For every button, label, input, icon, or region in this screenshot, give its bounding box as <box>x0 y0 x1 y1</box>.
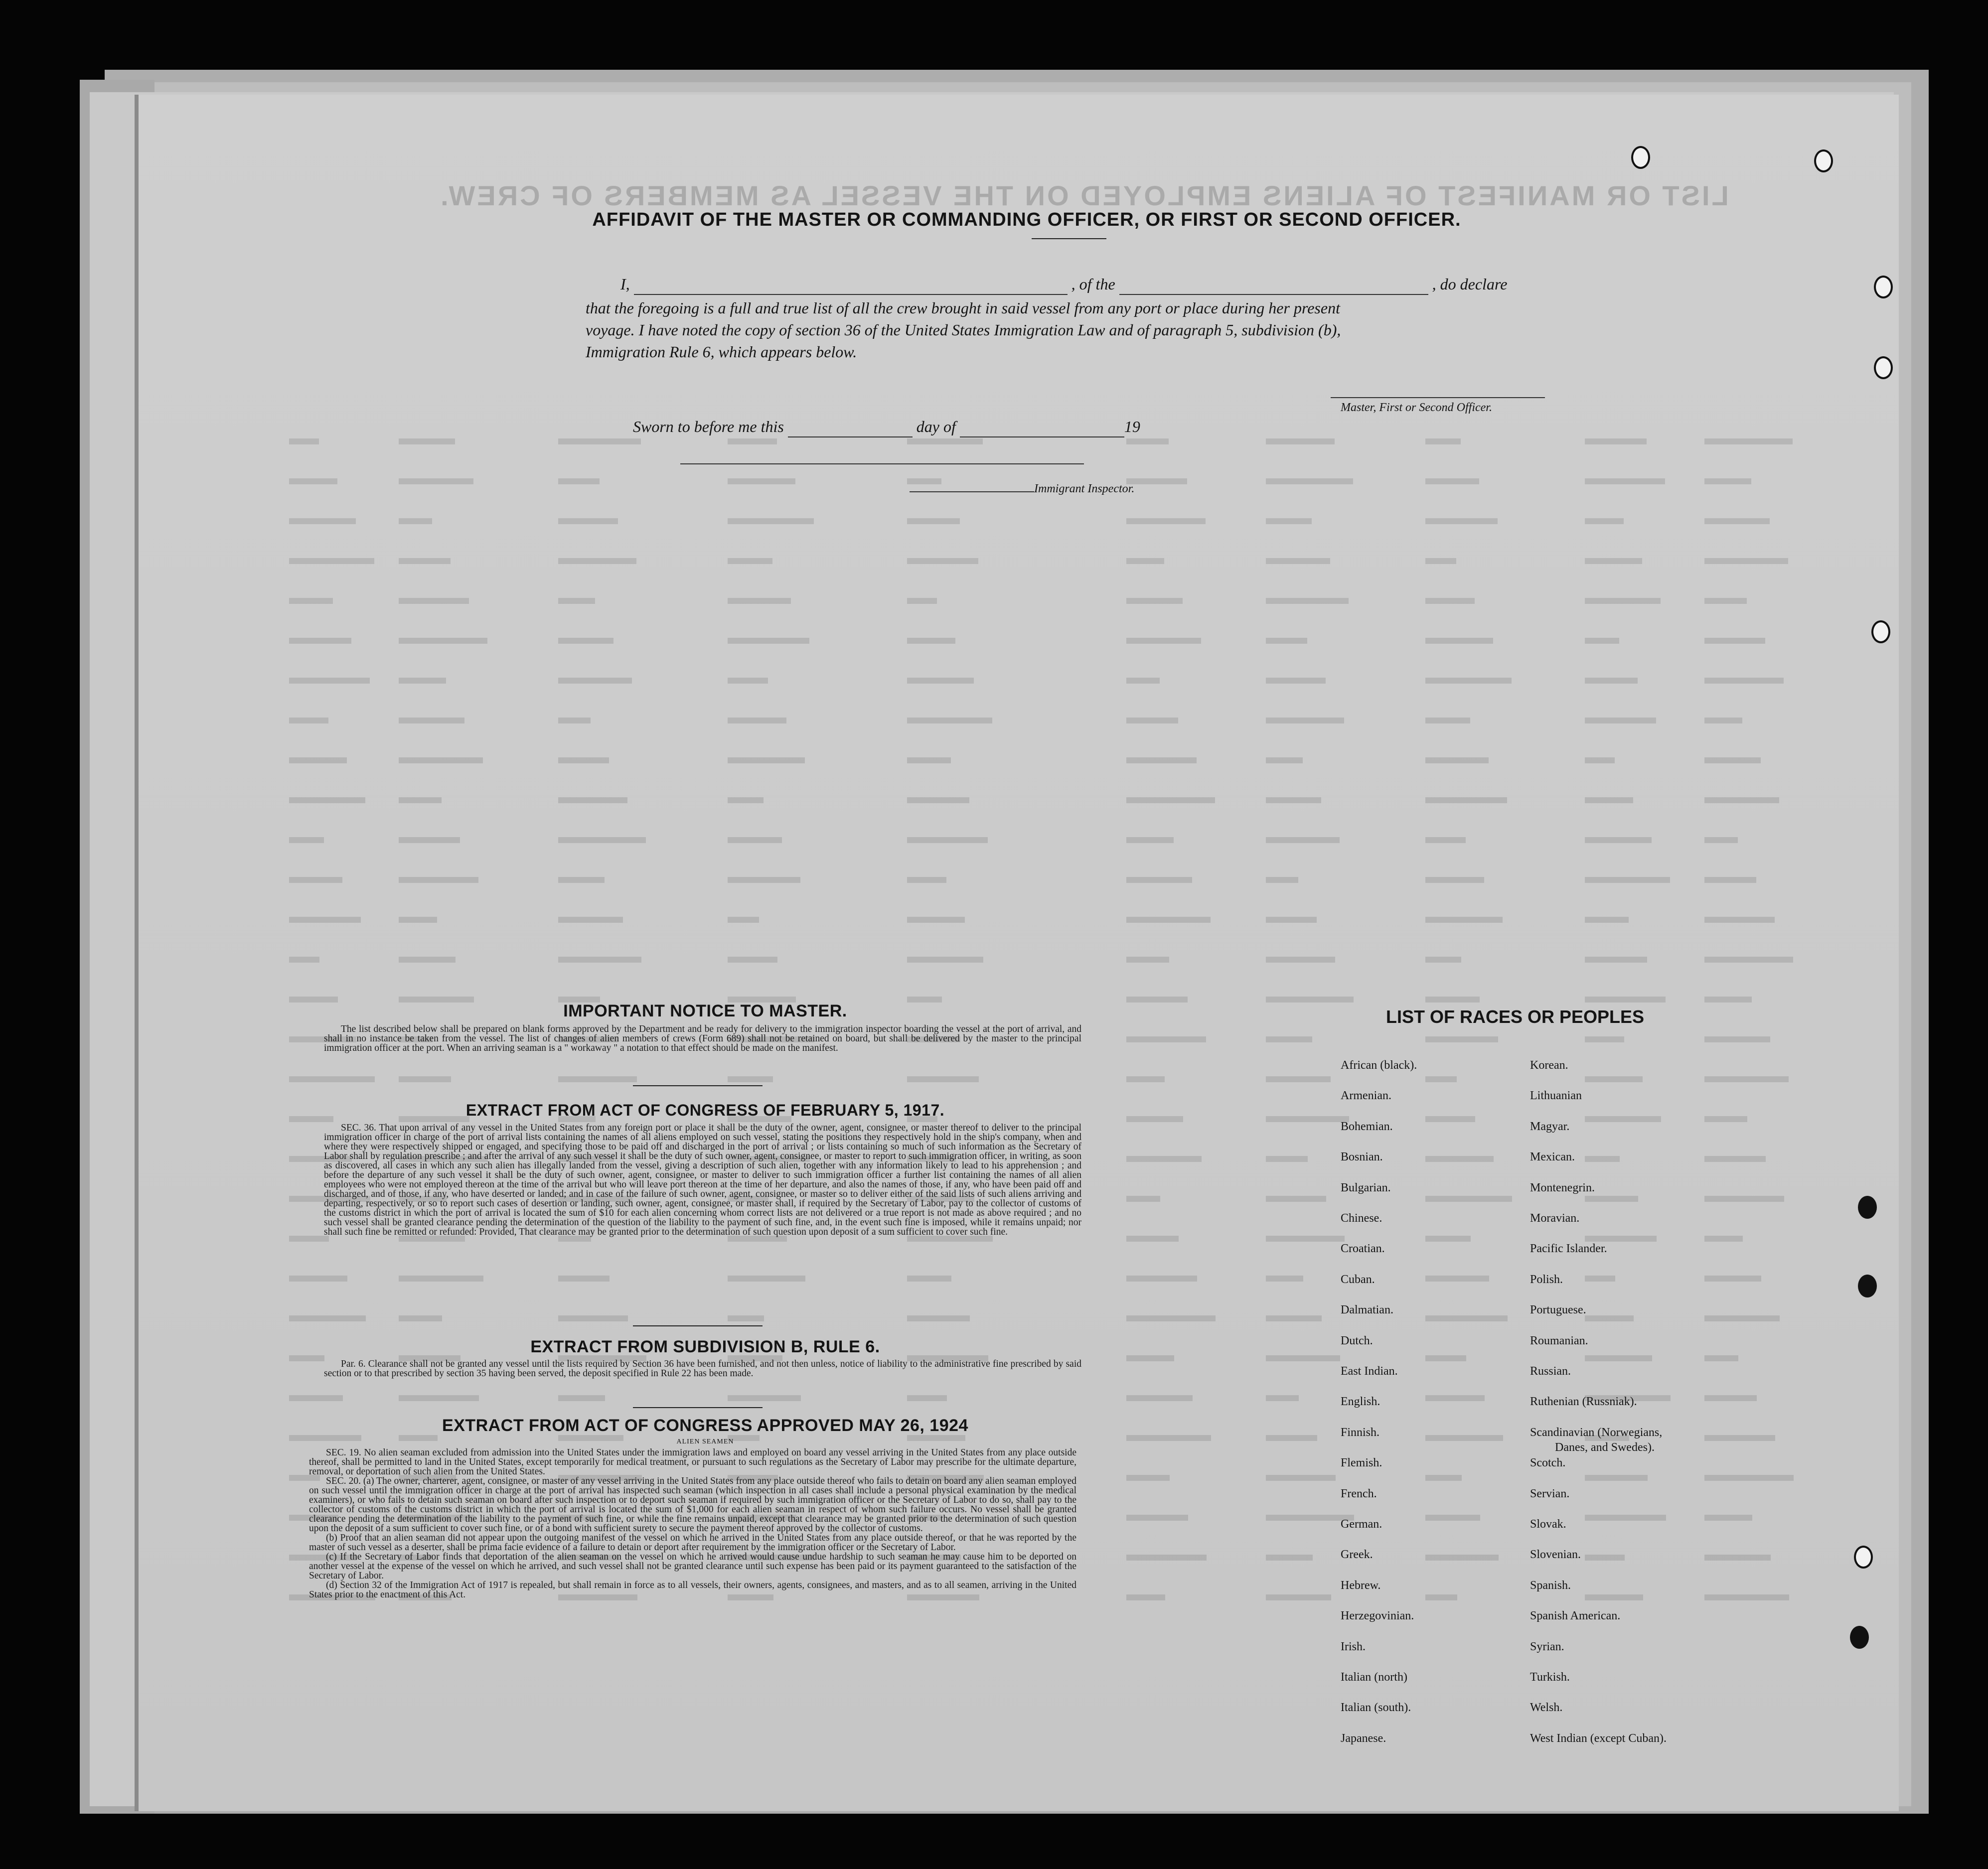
bleed-through-mark <box>558 1395 605 1401</box>
bleed-through-mark <box>289 957 319 963</box>
bleed-through-mark <box>1704 638 1765 644</box>
bleed-through-mark <box>907 757 951 763</box>
inspector-caption: Immigrant Inspector. <box>1034 482 1135 495</box>
race-item: Spanish. <box>1530 1579 1571 1592</box>
bleed-through-mark <box>289 1076 375 1082</box>
officer-caption: Master, First or Second Officer. <box>1341 401 1492 414</box>
bleed-through-mark <box>399 877 478 883</box>
bleed-through-mark <box>1425 478 1479 484</box>
bleed-through-mark <box>1126 797 1215 803</box>
bleed-through-mark <box>1126 877 1192 883</box>
bleed-through-mark <box>1585 558 1642 564</box>
races-column-right <box>1530 1059 1764 1761</box>
bleed-through-mark <box>1585 877 1670 883</box>
bleed-through-mark <box>1425 957 1461 963</box>
bleed-through-mark <box>1425 518 1498 524</box>
race-item: Roumanian. <box>1530 1334 1588 1347</box>
bleed-through-mark <box>1585 678 1638 684</box>
bleed-through-mark <box>728 1276 805 1282</box>
bleed-through-mark <box>1585 718 1656 723</box>
bleed-through-mark <box>907 1076 979 1082</box>
bleed-through-mark <box>558 478 600 484</box>
bleed-through-mark <box>1425 997 1480 1003</box>
bleed-through-mark <box>907 638 955 644</box>
race-item: French. <box>1341 1487 1377 1500</box>
inspector-signature-field[interactable] <box>910 485 1034 492</box>
bleed-through-mark <box>289 797 365 803</box>
bleed-through-mark <box>558 438 641 444</box>
bleed-through-mark <box>1704 877 1756 883</box>
race-item: Montenegrin. <box>1530 1181 1595 1194</box>
bleed-through-mark <box>1425 598 1475 604</box>
bleed-through-mark <box>1126 917 1211 923</box>
race-item: Lithuanian <box>1530 1089 1582 1103</box>
divider <box>633 1325 763 1326</box>
race-item: Welsh. <box>1530 1701 1563 1715</box>
bleed-through-mark <box>1126 598 1183 604</box>
bleed-through-mark <box>1585 957 1647 963</box>
bleed-through-mark <box>1425 718 1470 723</box>
bleed-through-mark <box>1704 957 1793 963</box>
race-item: Turkish. <box>1530 1671 1570 1684</box>
bleed-through-mark <box>728 837 782 843</box>
extract-1924-body <box>309 1448 1076 1599</box>
section-20a-text: SEC. 20. (a) The owner, charterer, agent, consignee, or master of any vessel arriving in the United States from any place outside thereof who fails to detain on board any alien seaman employed on such vessel until the immigration officer in charge at the port of arrival has inspected such seaman (which inspection in all cases shall include a personal physical examination by the medical examiners), or who fails to detain such seaman on board after such inspection or to deport such seaman if required by such immigration officer or the Secretary of Labor to do so, shall pay to the collector of customs of the customs district in which the port of arrival is located the sum of $1,000 for each alien seaman in respect of whom such failure occurs. No vessel shall be granted clearance pending the determination of the liability to the payment of such fine, or while the fine remains unpaid, except that clearance may be granted prior to the determination of such question upon the deposit of a sum sufficient to cover such fine, or of a bond with sufficient surety to secure the payment thereof approved by the collector of customs. <box>309 1476 1076 1534</box>
affidavit-text-line: Immigration Rule 6, which appears below. <box>586 343 857 361</box>
bleed-through-mark <box>289 1355 324 1361</box>
bleed-through-mark <box>558 1076 637 1082</box>
race-item: Armenian. <box>1341 1089 1391 1103</box>
notice-title: IMPORTANT NOTICE TO MASTER. <box>563 1002 847 1020</box>
race-item: Herzegovinian. <box>1341 1609 1414 1623</box>
race-item: Dutch. <box>1341 1334 1373 1347</box>
bleed-through-mark <box>558 558 636 564</box>
bleed-through-mark <box>1266 877 1298 883</box>
bleed-through-mark <box>1266 438 1335 444</box>
bleed-through-mark <box>558 797 627 803</box>
bleed-through-title: LIST OR MANIFEST OF ALIENS EMPLOYED ON THE VESSEL AS MEMBERS OF CREW. <box>439 180 1729 211</box>
bleed-through-mark <box>907 1395 947 1401</box>
sworn-day-field[interactable] <box>788 436 913 437</box>
bleed-through-mark <box>1126 1236 1179 1242</box>
declarant-prefix: I, <box>620 275 630 293</box>
race-item: Bosnian. <box>1341 1150 1383 1164</box>
race-item: Mexican. <box>1530 1150 1575 1164</box>
bleed-through-mark <box>399 718 464 723</box>
bleed-through-mark <box>1266 837 1340 843</box>
bleed-through-mark <box>1266 1236 1345 1242</box>
bleed-through-mark <box>1585 638 1619 644</box>
bleed-through-mark <box>907 1276 951 1282</box>
of-the-label: , of the <box>1071 275 1115 293</box>
bleed-through-mark <box>289 757 347 763</box>
bleed-through-mark <box>399 1395 479 1401</box>
race-item: Greek. <box>1341 1548 1373 1562</box>
race-item: Scotch. <box>1530 1456 1566 1470</box>
race-item: West Indian (except Cuban). <box>1530 1731 1667 1745</box>
bleed-through-mark <box>1585 1036 1624 1042</box>
bleed-through-mark <box>1585 837 1652 843</box>
bleed-through-mark <box>907 598 937 604</box>
bleed-through-mark <box>558 598 595 604</box>
bleed-through-mark <box>399 438 455 444</box>
bleed-through-mark <box>1704 558 1788 564</box>
bleed-through-mark <box>558 757 609 763</box>
affidavit-declaration-line <box>620 273 1562 295</box>
race-item: Slovak. <box>1530 1518 1566 1531</box>
bleed-through-mark <box>1585 997 1666 1003</box>
bleed-through-mark <box>1266 1435 1317 1441</box>
bleed-through-mark <box>558 718 591 723</box>
section-20c-text: (c) If the Secretary of Labor finds that deportation of the alien seaman on the vessel on which he arrived would cause undue hardship to such seaman he may cause him to be deported on another vessel at the expense of the vessel on which he arrived, and such vessel shall not be granted clearance until such expense has been paid or its payment guaranteed to the satisfaction of the Secretary of Labor. <box>309 1552 1076 1581</box>
race-item: Danes, and Swedes). <box>1555 1440 1655 1454</box>
bleed-through-mark <box>1126 438 1169 444</box>
bleed-through-mark <box>1704 997 1752 1003</box>
bleed-through-mark <box>558 837 646 843</box>
bleed-through-mark <box>1704 478 1751 484</box>
bleed-through-mark <box>558 518 618 524</box>
race-item: Magyar. <box>1530 1120 1570 1133</box>
bleed-through-mark <box>728 678 768 684</box>
race-item: Korean. <box>1530 1059 1568 1072</box>
day-of-label: day of <box>916 418 956 435</box>
bleed-through-mark <box>289 518 356 524</box>
bleed-through-mark <box>1585 917 1629 923</box>
bleed-through-mark <box>728 638 809 644</box>
punch-hole <box>1854 1546 1873 1569</box>
bleed-through-mark <box>1126 837 1174 843</box>
race-item: English. <box>1341 1395 1380 1409</box>
punch-hole <box>1858 1196 1877 1219</box>
bleed-through-mark <box>1126 558 1164 564</box>
bleed-through-mark <box>399 638 487 644</box>
bleed-through-mark <box>1126 1555 1207 1561</box>
vessel-name-field[interactable] <box>1119 294 1428 295</box>
bleed-through-mark <box>399 1076 451 1082</box>
bleed-through-mark <box>1126 478 1187 484</box>
bleed-through-mark <box>1266 1594 1331 1600</box>
bleed-through-mark <box>1425 678 1512 684</box>
bleed-through-mark <box>1425 877 1484 883</box>
bleed-through-mark <box>558 678 632 684</box>
race-item: Spanish American. <box>1530 1609 1621 1623</box>
bleed-through-mark <box>728 957 777 963</box>
bleed-through-mark <box>399 678 446 684</box>
punch-hole <box>1631 146 1650 169</box>
race-item: Dalmatian. <box>1341 1303 1393 1317</box>
bleed-through-mark <box>1266 1196 1326 1202</box>
bleed-through-mark <box>1126 638 1201 644</box>
bleed-through-mark <box>399 797 442 803</box>
race-item: Russian. <box>1530 1365 1571 1378</box>
race-item: Finnish. <box>1341 1426 1380 1439</box>
punch-hole <box>1871 620 1890 643</box>
bleed-through-mark <box>907 478 941 484</box>
bleed-through-mark <box>1126 757 1197 763</box>
bleed-through-mark <box>1266 957 1335 963</box>
bleed-through-mark <box>289 1315 366 1321</box>
bleed-through-mark <box>1126 957 1169 963</box>
race-item: Irish. <box>1341 1640 1366 1653</box>
bleed-through-mark <box>1266 1315 1322 1321</box>
punch-hole <box>1814 149 1833 172</box>
punch-hole <box>1858 1275 1877 1297</box>
bleed-through-mark <box>1126 1196 1160 1202</box>
bleed-through-mark <box>1704 917 1775 923</box>
affidavit-text-line: voyage. I have noted the copy of section 36 of the United States Immigration Law and of paragraph 5, subdivision (b), <box>586 321 1341 339</box>
bleed-through-mark <box>1126 1395 1193 1401</box>
sworn-month-field[interactable] <box>960 436 1124 437</box>
bleed-through-mark <box>1425 438 1461 444</box>
bleed-through-mark <box>558 957 641 963</box>
punch-hole <box>1850 1626 1869 1649</box>
sworn-line <box>633 416 1231 437</box>
race-item: Chinese. <box>1341 1212 1382 1225</box>
bleed-through-mark <box>907 558 978 564</box>
race-item: Croatian. <box>1341 1242 1385 1256</box>
bleed-through-mark <box>1126 1515 1188 1521</box>
bleed-through-mark <box>399 917 437 923</box>
bleed-through-mark <box>558 638 613 644</box>
punch-hole <box>1874 276 1893 298</box>
bleed-through-mark <box>1585 598 1661 604</box>
bleed-through-mark <box>399 518 432 524</box>
bleed-through-mark <box>728 438 777 444</box>
bleed-through-mark <box>1266 1156 1308 1162</box>
bleed-through-mark <box>289 638 351 644</box>
bleed-through-mark <box>1585 518 1624 524</box>
bleed-through-mark <box>399 757 483 763</box>
bleed-through-mark <box>289 558 374 564</box>
bleed-through-mark <box>728 1395 801 1401</box>
alien-seamen-subtitle: ALIEN SEAMEN <box>676 1438 734 1445</box>
bleed-through-mark <box>907 957 983 963</box>
race-item: Moravian. <box>1530 1212 1580 1225</box>
bleed-through-mark <box>1585 797 1633 803</box>
race-item: Syrian. <box>1530 1640 1564 1653</box>
bleed-through-mark <box>1704 518 1770 524</box>
divider <box>633 1085 763 1086</box>
bleed-through-mark <box>1266 638 1307 644</box>
races-column-left <box>1341 1059 1520 1761</box>
bleed-through-mark <box>289 1395 343 1401</box>
race-item: Bulgarian. <box>1341 1181 1391 1194</box>
bleed-through-mark <box>1266 1475 1336 1481</box>
bleed-through-mark <box>1266 997 1354 1003</box>
affidavit-title: AFFIDAVIT OF THE MASTER OR COMMANDING OFFICER, OR FIRST OR SECOND OFFICER. <box>592 209 1461 230</box>
bleed-through-mark <box>1704 718 1742 723</box>
bleed-through-mark <box>289 877 342 883</box>
bleed-through-mark <box>1585 438 1647 444</box>
bleed-through-mark <box>289 438 319 444</box>
bleed-through-mark <box>907 917 965 923</box>
bleed-through-mark <box>1126 1276 1197 1282</box>
bleed-through-mark <box>1266 797 1321 803</box>
race-item: Servian. <box>1530 1487 1570 1500</box>
bleed-through-mark <box>1266 558 1330 564</box>
bleed-through-mark <box>1126 518 1206 524</box>
bleed-through-mark <box>728 598 791 604</box>
bleed-through-mark <box>1266 1355 1340 1361</box>
extract-1924-title: EXTRACT FROM ACT OF CONGRESS APPROVED MAY 26, 1924 <box>442 1416 968 1435</box>
race-item: Polish. <box>1530 1273 1563 1286</box>
bleed-through-mark <box>1126 1156 1202 1162</box>
race-item: Scandinavian (Norwegians, <box>1530 1426 1663 1439</box>
bleed-through-mark <box>1266 1555 1313 1561</box>
bleed-through-mark <box>907 718 992 723</box>
bleed-through-mark <box>399 837 460 843</box>
bleed-through-mark <box>558 1315 628 1321</box>
bleed-through-mark <box>1266 718 1344 723</box>
bleed-through-mark <box>399 558 451 564</box>
bleed-through-mark <box>1126 1355 1174 1361</box>
do-declare-label: , do declare <box>1432 275 1508 293</box>
affidavit-text-line: that the foregoing is a full and true list of all the crew brought in said vessel from any port or place during her present <box>586 299 1340 317</box>
race-item: Flemish. <box>1341 1456 1382 1470</box>
bleed-through-mark <box>289 1276 347 1282</box>
bleed-through-mark <box>1126 997 1188 1003</box>
bleed-through-mark <box>1425 558 1456 564</box>
race-item: Slovenian. <box>1530 1548 1581 1562</box>
bleed-through-mark <box>1126 678 1160 684</box>
bleed-through-mark <box>1126 1036 1206 1042</box>
sworn-prefix: Sworn to before me this <box>633 418 784 435</box>
officer-signature-field[interactable] <box>1331 386 1545 398</box>
bleed-through-mark <box>558 917 623 923</box>
bleed-through-mark <box>1266 1276 1303 1282</box>
section-20d-text: (d) Section 32 of the Immigration Act of 1917 is repealed, but shall remain in force as to all vessels, their owners, agents, consignees, and masters, and as to all seamen, arriving in the United States prior to the enactment of this Act. <box>309 1580 1076 1600</box>
race-item: Cuban. <box>1341 1273 1375 1286</box>
divider <box>633 1407 763 1408</box>
bleed-through-mark <box>728 478 795 484</box>
bleed-through-mark <box>1266 757 1303 763</box>
bleed-through-mark <box>1126 1594 1165 1600</box>
bleed-through-mark <box>1126 718 1178 723</box>
race-item: Portuguese. <box>1530 1303 1586 1317</box>
bleed-through-mark <box>1266 678 1326 684</box>
extract-1917-title: EXTRACT FROM ACT OF CONGRESS OF FEBRUARY 5, 1917. <box>465 1101 945 1119</box>
bleed-through-mark <box>728 718 786 723</box>
bleed-through-mark <box>728 877 800 883</box>
bleed-through-mark <box>289 1236 329 1242</box>
bleed-through-mark <box>1126 1475 1170 1481</box>
declarant-name-field[interactable] <box>634 294 1068 295</box>
bleed-through-mark <box>1266 478 1353 484</box>
bleed-through-mark <box>1266 518 1312 524</box>
race-item: Italian (south). <box>1341 1701 1411 1715</box>
bleed-through-mark <box>1266 598 1349 604</box>
races-list-title: LIST OF RACES OR PEOPLES <box>1385 1006 1645 1027</box>
bleed-through-mark <box>728 558 772 564</box>
bleed-through-mark <box>728 518 814 524</box>
race-item: Pacific Islander. <box>1530 1242 1607 1256</box>
bleed-through-mark <box>1425 797 1507 803</box>
bleed-through-mark <box>399 957 456 963</box>
section-19-text: SEC. 19. No alien seaman excluded from admission into the United States under the immigration laws and employed on board any vessel arriving in the United States from any place outside thereof, shall be permitted to land in the United States, except temporarily for medical treatment, or pursuant to such regulations as the Secretary of Labor may prescribe for the ultimate departure, removal, or deportation of such alien from the United States. <box>309 1447 1076 1477</box>
section-20b-text: (b) Proof that an alien seaman did not appear upon the outgoing manifest of the vessel on which he arrived in the United States from any place outside thereof, or that he was reported by the master of such vessel as a deserter, shall be prima facie evidence of a failure to detain or deport after requirement by the immigration officer or the Secretary of Labor. <box>309 1533 1076 1553</box>
bleed-through-mark <box>399 1276 483 1282</box>
bleed-through-mark <box>907 797 969 803</box>
race-item: Ruthenian (Russniak). <box>1530 1395 1637 1409</box>
bleed-through-mark <box>907 837 988 843</box>
bleed-through-mark <box>1126 1116 1183 1122</box>
bleed-through-mark <box>1126 1435 1211 1441</box>
bleed-through-mark <box>1425 917 1503 923</box>
bleed-through-mark <box>399 598 469 604</box>
race-item: Italian (north) <box>1341 1671 1407 1684</box>
race-item: East Indian. <box>1341 1365 1398 1378</box>
bleed-through-mark <box>907 1315 970 1321</box>
bleed-through-mark <box>728 917 759 923</box>
bleed-through-mark <box>907 438 983 444</box>
race-item: German. <box>1341 1518 1382 1531</box>
bleed-through-mark <box>1704 797 1779 803</box>
bleed-through-mark <box>907 518 960 524</box>
bleed-through-mark <box>558 1276 610 1282</box>
bleed-through-mark <box>289 917 361 923</box>
bleed-through-mark <box>1425 1036 1498 1042</box>
bleed-through-mark <box>907 678 974 684</box>
bleed-through-mark <box>1585 757 1615 763</box>
bleed-through-mark <box>1704 598 1747 604</box>
bleed-through-mark <box>558 877 605 883</box>
bleed-through-mark <box>1266 917 1317 923</box>
bleed-through-mark <box>1425 757 1489 763</box>
bleed-through-mark <box>1266 1395 1299 1401</box>
extract-1917-text: SEC. 36. That upon arrival of any vessel in the United States from any foreign port or place it shall be the duty of the owner, agent, consignee, or master thereof to deliver to the principal immigration officer in charge of the port of arrival lists containing the names of all aliens employed on such vessel, stating the positions they respectively hold in the ship's company, when and where they were respectively shipped or engaged, and specifying those to be paid off and discharged in the port of arrival ; or lists containing so much of such information as the Secretary of Labor shall by regulation prescribe ; and after the arrival of any such vessel it shall be the duty of such owner, agent, consignee, or master to report to such immigration officer, in writing, as soon as discovered, all cases in which any such alien has illegally landed from the vessel, giving a description of such alien, together with any information likely to lead to his apprehension ; and before the departure of any such vessel it shall be the duty of such owner, agent, consignee, or master to deliver to such immigration officer a further list containing the names of all alien employees who were not employed thereon at the time of the arrival but who will leave port thereon at the time of her departure, and also the names of those, if any, who have been paid off and discharged, and of those, if any, who have deserted or landed; and in case of the failure of such owner, agent, consignee, or master so to deliver either of the said lists of such aliens arriving and departing, respectively, or so to report such cases of desertion or landing, such owner, agent, consignee, or master shall, if required by the Secretary of Labor, pay to the collector of customs of the customs district in which the port of arrival is located the sum of $10 for each alien concerning whom correct lists are not delivered or a true report is not made as above required ; and no such vessel shall be granted clearance pending the determination of the question of the liability to the payment of such fine, and, in the event such fine is imposed, while it remains unpaid; nor shall such fine be remitted or refunded: Provided, That clearance may be granted prior to the determination of such question upon deposit of a sum sufficient to cover such fine. <box>324 1123 1081 1237</box>
race-item: Japanese. <box>1341 1731 1386 1745</box>
bleed-through-mark <box>1704 837 1738 843</box>
bleed-through-mark <box>1704 678 1784 684</box>
bleed-through-mark <box>1704 438 1793 444</box>
bleed-through-mark <box>289 718 328 723</box>
bleed-through-mark <box>399 478 473 484</box>
bleed-through-mark <box>1425 837 1466 843</box>
bleed-through-mark <box>728 1076 773 1082</box>
bleed-through-mark <box>289 478 337 484</box>
bleed-through-mark <box>1704 1036 1770 1042</box>
bleed-through-mark <box>1266 1116 1349 1122</box>
bleed-through-mark <box>728 1315 764 1321</box>
notice-text: The list described below shall be prepared on blank forms approved by the Department and be ready for delivery to the immigration inspector boarding the vessel at the port of arrival, and shall in no instance be taken from the vessel. The list of changes of alien members of crews (Form 689) shall not be retained on board, but shall be delivered by the master to the principal immigration officer at the port. When an arriving seaman is a " workaway " a notation to that effect should be made on the manifest. <box>324 1024 1081 1053</box>
bleed-through-mark <box>907 877 946 883</box>
bleed-through-mark <box>289 598 333 604</box>
race-item: African (black). <box>1341 1059 1417 1072</box>
bleed-through-mark <box>1585 478 1665 484</box>
bleed-through-mark <box>728 757 805 763</box>
bleed-through-mark <box>399 1315 442 1321</box>
bleed-through-mark <box>1126 1076 1165 1082</box>
bleed-through-mark <box>289 678 370 684</box>
bleed-through-mark <box>1126 1315 1216 1321</box>
bleed-through-mark <box>1425 638 1493 644</box>
bleed-through-mark <box>289 837 324 843</box>
inspector-upper-rule <box>680 462 1084 464</box>
bleed-through-mark <box>728 797 764 803</box>
bleed-through-mark <box>1704 757 1761 763</box>
bleed-through-mark <box>1266 1036 1312 1042</box>
race-item: Bohemian. <box>1341 1120 1393 1133</box>
bleed-through-mark <box>1266 1076 1331 1082</box>
punch-hole <box>1874 356 1893 379</box>
rule6-title: EXTRACT FROM SUBDIVISION B, RULE 6. <box>530 1337 880 1356</box>
year-prefix: 19 <box>1124 418 1140 435</box>
divider <box>1032 238 1106 239</box>
rule6-text: Par. 6. Clearance shall not be granted any vessel until the lists required by Section 36 have been furnished, and not then unless, notice of liability to the administrative fine prescribed by said section or to that prescribed by section 35 having been served, the deposit specified in Rule 22 has been made. <box>324 1359 1081 1379</box>
race-item: Hebrew. <box>1341 1579 1381 1592</box>
